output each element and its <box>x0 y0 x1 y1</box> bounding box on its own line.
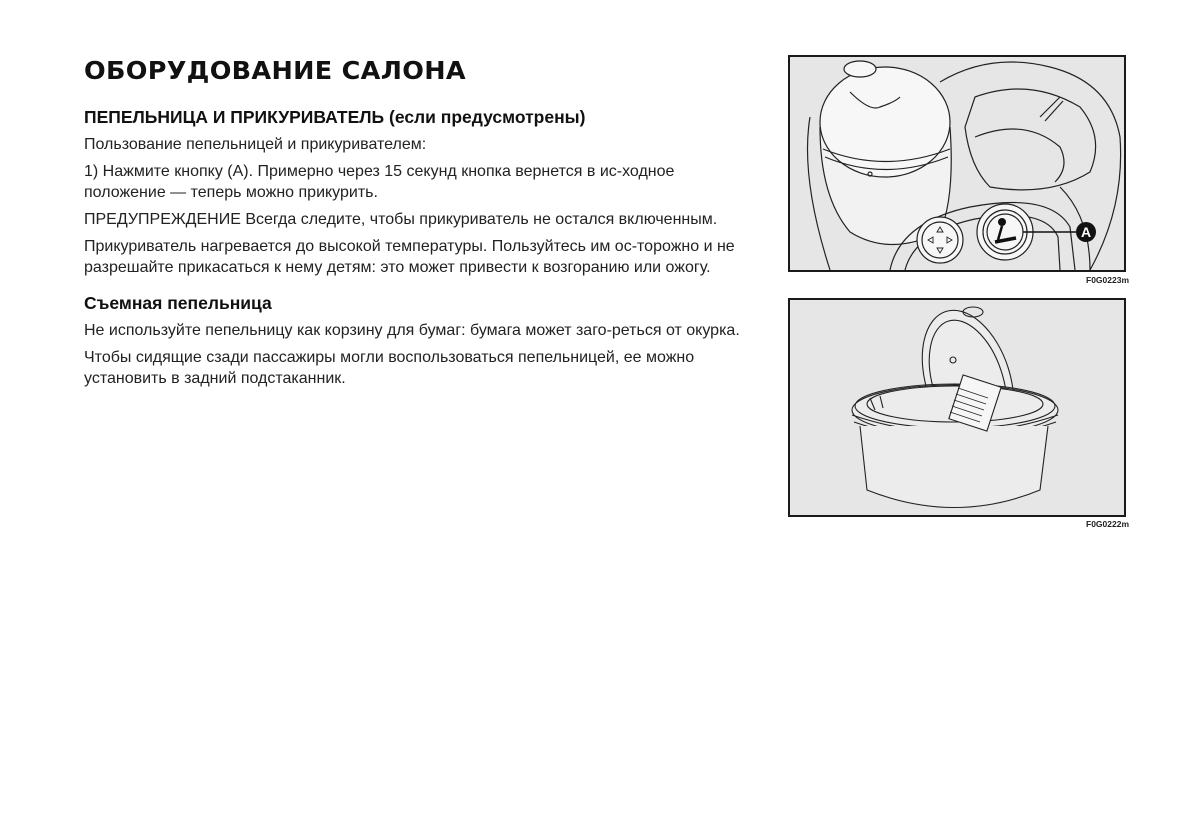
subsection-title: Съемная пепельница <box>84 293 272 313</box>
paragraph-rear-passengers: Чтобы сидящие сзади пассажиры могли воспользоваться пепельницей, ее можно установить в задний подстаканник. <box>84 349 695 387</box>
console-illustration <box>790 57 1124 270</box>
paragraph-step-1: 1) Нажмите кнопку (A). Примерно через 15 секунд кнопка вернется в ис-ходное положение — теперь можно прикурить. <box>84 163 675 201</box>
text-column <box>84 106 744 395</box>
figure-caption: F0G0223m <box>1086 275 1129 285</box>
page-title: ОБОРУДОВАНИЕ САЛОНА <box>84 56 466 85</box>
figure-removable-ashtray <box>788 298 1126 517</box>
ashtray-illustration <box>790 300 1124 515</box>
figure-caption: F0G0222m <box>1086 519 1129 529</box>
svg-text:A: A <box>1080 224 1092 240</box>
figure-console-lighter <box>788 55 1126 272</box>
callout-a-marker <box>1023 222 1096 242</box>
section-title: ПЕПЕЛЬНИЦА И ПРИКУРИВАТЕЛЬ (если предусмотрены) <box>84 107 586 127</box>
paragraph-heat-caution: Прикуриватель нагревается до высокой температуры. Пользуйтесь им ос-торожно и не разрешайте прикасаться к нему детям: это может привести к возгоранию или ожогу. <box>84 238 735 276</box>
paragraph-no-paper: Не используйте пепельницу как корзину для бумаг: бумага может заго-реться от окурка. <box>84 322 740 339</box>
paragraph-usage-intro: Пользование пепельницей и прикуривателем: <box>84 136 427 153</box>
paragraph-warning: ПРЕДУПРЕЖДЕНИЕ Всегда следите, чтобы прикуриватель не остался включенным. <box>84 211 718 228</box>
